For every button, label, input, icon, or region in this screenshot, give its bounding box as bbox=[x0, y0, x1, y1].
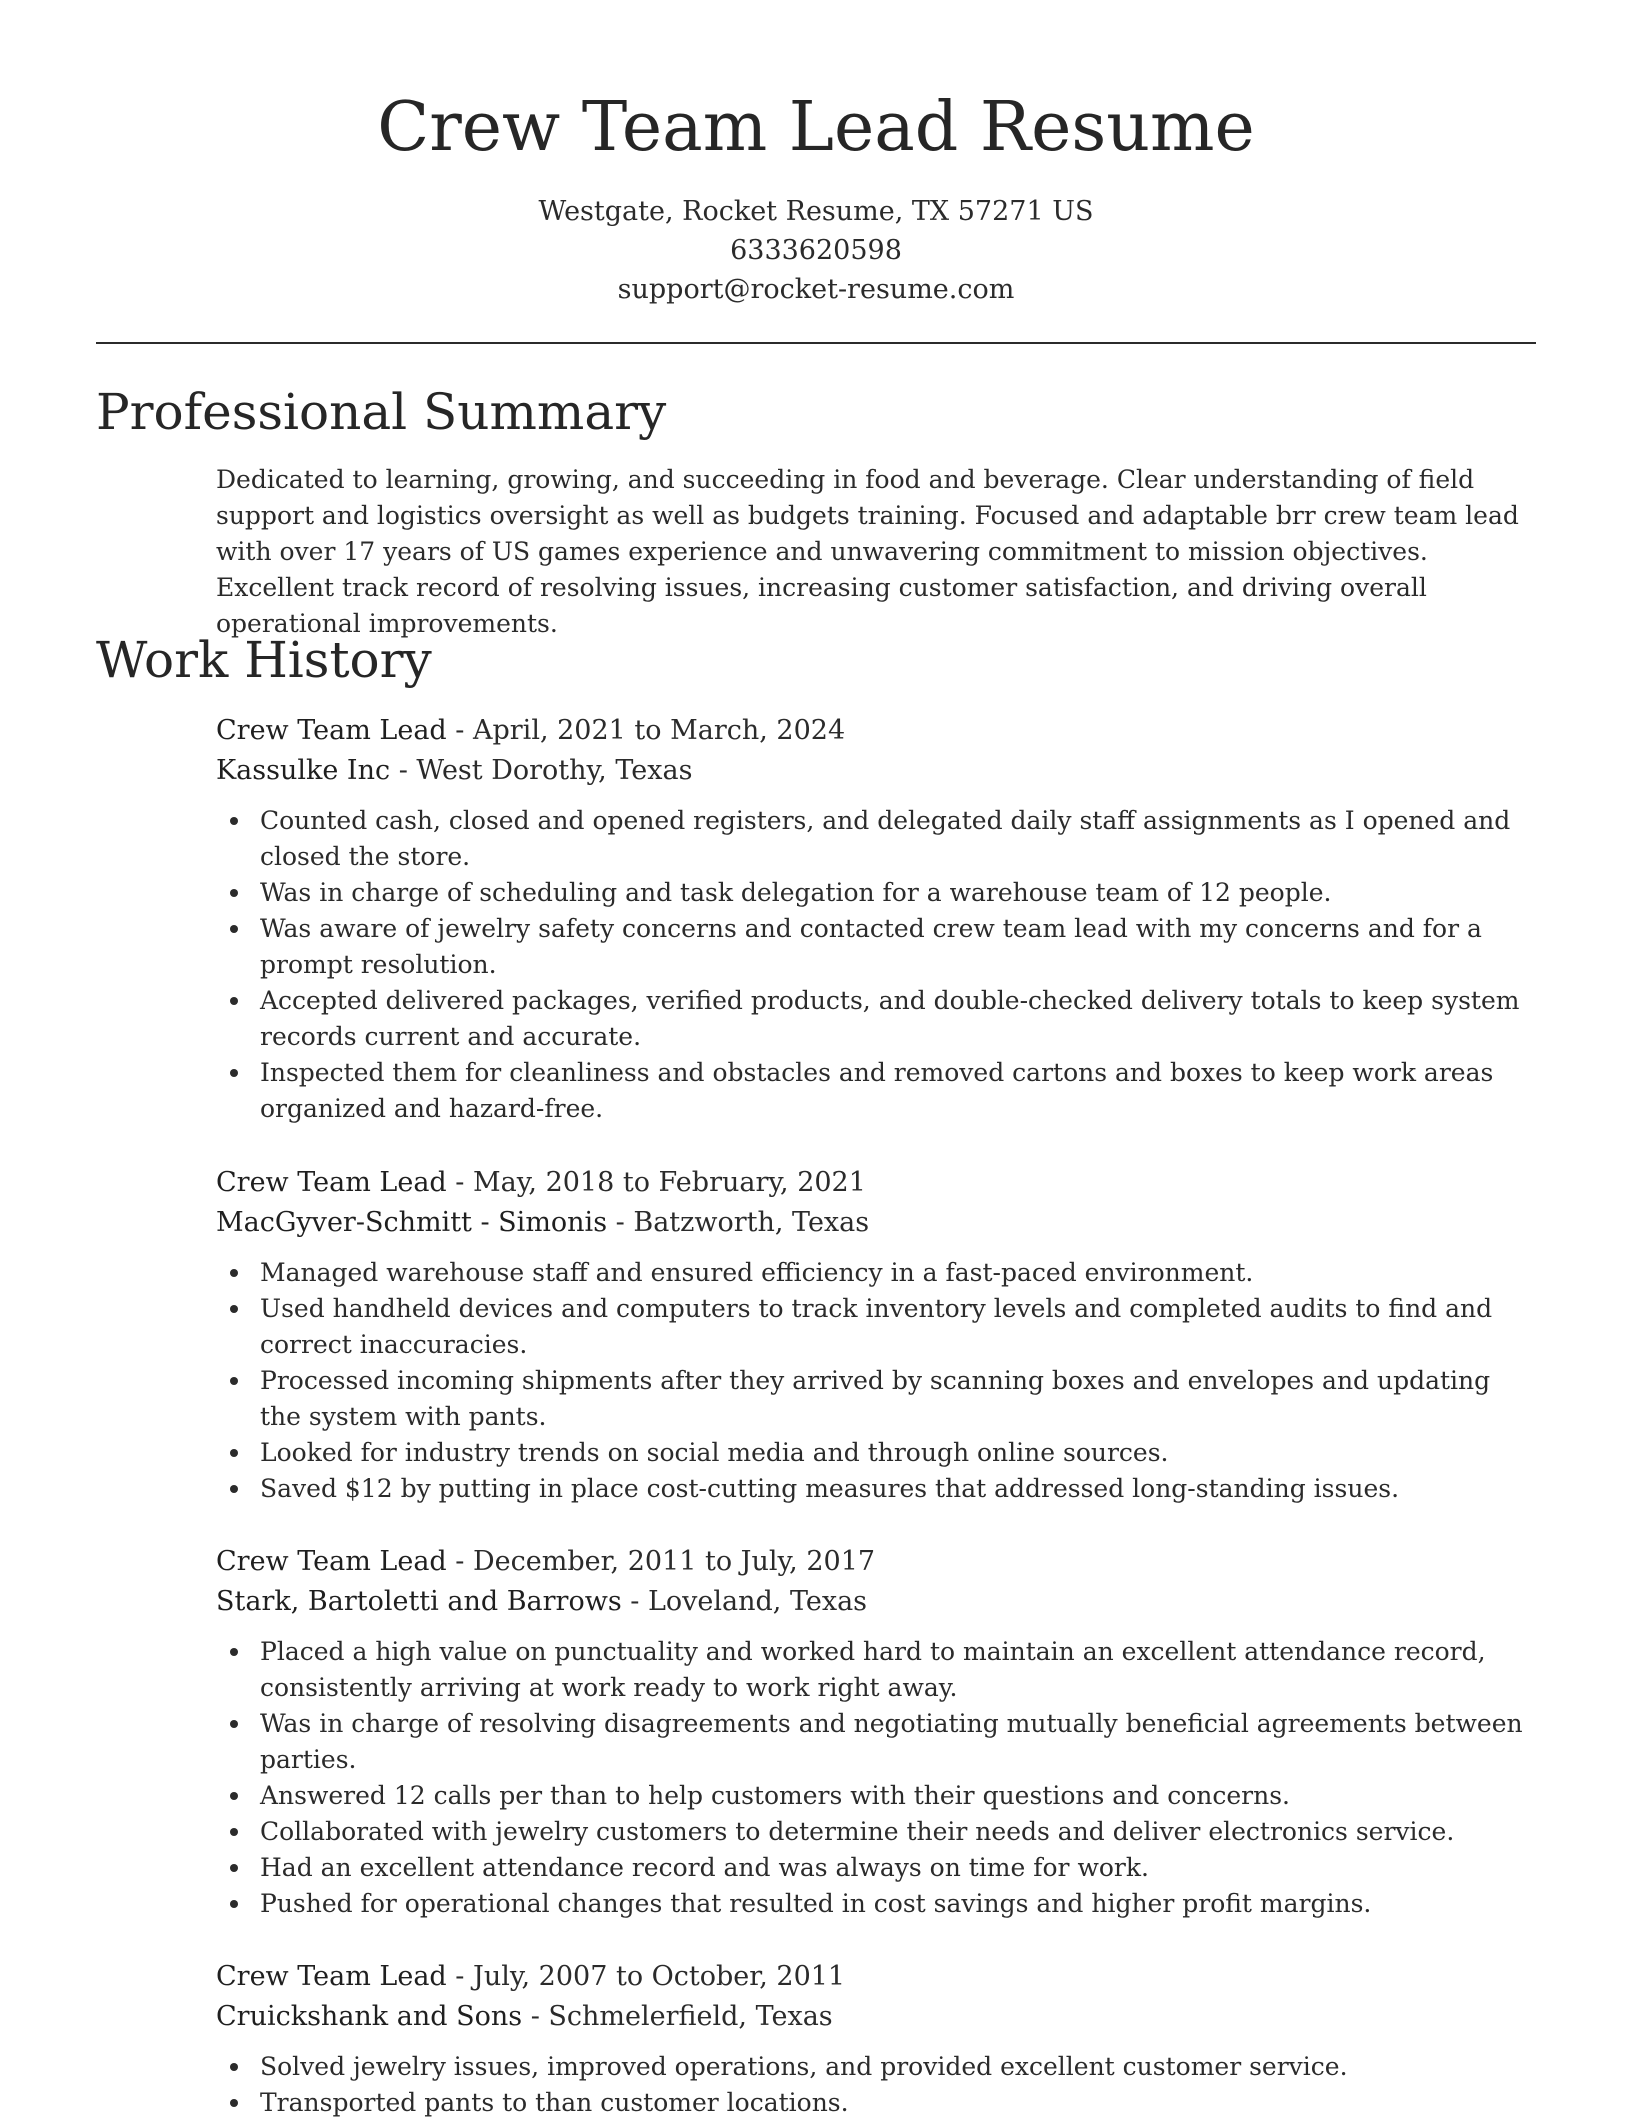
bullet-dot-icon bbox=[230, 1269, 238, 1277]
bullet-text: Answered 12 calls per than to help customers with their questions and concerns. bbox=[260, 1781, 1291, 1810]
job-location: - Batzworth, Texas bbox=[607, 1207, 870, 1238]
bullet-item bbox=[216, 1471, 1536, 1507]
bullet-item bbox=[216, 1435, 1536, 1471]
bullet-item bbox=[216, 1363, 1536, 1435]
bullet-item bbox=[216, 1886, 1536, 1922]
bullet-item bbox=[216, 1255, 1536, 1291]
bullet-text: Collaborated with jewelry customers to determine their needs and deliver electronics service. bbox=[260, 1817, 1455, 1846]
bullet-dot-icon bbox=[230, 1305, 238, 1313]
bullet-dot-icon bbox=[230, 925, 238, 933]
bullet-item bbox=[216, 1778, 1536, 1814]
job-role: Crew Team Lead bbox=[216, 715, 447, 746]
job-title-line bbox=[216, 1163, 1536, 1203]
bullet-dot-icon bbox=[230, 1864, 238, 1872]
job-entry bbox=[216, 1542, 1536, 1922]
contact-block bbox=[0, 192, 1632, 309]
bullet-dot-icon bbox=[230, 1377, 238, 1385]
bullet-item bbox=[216, 1291, 1536, 1363]
bullet-item bbox=[216, 2085, 1536, 2121]
job-entry bbox=[216, 711, 1536, 1127]
bullet-item bbox=[216, 1634, 1536, 1706]
bullet-item bbox=[216, 1814, 1536, 1850]
bullet-dot-icon bbox=[230, 2099, 238, 2107]
job-dates: - December, 2011 to July, 2017 bbox=[446, 1546, 876, 1577]
bullet-text: Was in charge of scheduling and task delegation for a warehouse team of 12 people. bbox=[260, 878, 1332, 907]
job-company: MacGyver-Schmitt - Simonis bbox=[216, 1207, 608, 1238]
bullet-dot-icon bbox=[230, 1720, 238, 1728]
summary-heading: Professional Summary bbox=[96, 383, 667, 441]
job-bullets bbox=[216, 1634, 1536, 1922]
bullet-text: Accepted delivered packages, verified products, and double-checked delivery totals to keep system records current and accurate. bbox=[260, 986, 1520, 1051]
job-location: - West Dorothy, Texas bbox=[390, 755, 693, 786]
job-title-line bbox=[216, 711, 1536, 751]
job-dates: - May, 2018 to February, 2021 bbox=[446, 1167, 866, 1198]
bullet-text: Looked for industry trends on social media and through online sources. bbox=[260, 1438, 1169, 1467]
bullet-item bbox=[216, 803, 1536, 875]
bullet-item bbox=[216, 983, 1536, 1055]
bullet-text: Processed incoming shipments after they arrived by scanning boxes and envelopes and updating the system with pants. bbox=[260, 1366, 1491, 1431]
bullet-dot-icon bbox=[230, 1648, 238, 1656]
bullet-item bbox=[216, 1850, 1536, 1886]
bullet-dot-icon bbox=[230, 1449, 238, 1457]
job-title-line bbox=[216, 1542, 1536, 1582]
job-dates: - April, 2021 to March, 2024 bbox=[446, 715, 846, 746]
bullet-text: Used handheld devices and computers to track inventory levels and completed audits to find and correct inaccuracies. bbox=[260, 1294, 1493, 1359]
job-company: Cruickshank and Sons bbox=[216, 2001, 523, 2032]
job-bullets bbox=[216, 1255, 1536, 1507]
bullet-text: Pushed for operational changes that resulted in cost savings and higher profit margins. bbox=[260, 1889, 1372, 1918]
bullet-text: Was in charge of resolving disagreements and negotiating mutually beneficial agreements between parties. bbox=[260, 1709, 1523, 1774]
bullet-item bbox=[216, 911, 1536, 983]
job-title-line bbox=[216, 1957, 1536, 1997]
contact-address: Westgate, Rocket Resume, TX 57271 US bbox=[538, 196, 1094, 227]
bullet-item bbox=[216, 2049, 1536, 2085]
job-dates: - July, 2007 to October, 2011 bbox=[446, 1961, 846, 1992]
job-company-line bbox=[216, 751, 1536, 791]
job-company: Stark, Bartoletti and Barrows bbox=[216, 1586, 622, 1617]
header-divider bbox=[96, 342, 1536, 344]
work-history-heading: Work History bbox=[96, 631, 432, 689]
bullet-item bbox=[216, 1706, 1536, 1778]
bullet-dot-icon bbox=[230, 2063, 238, 2071]
bullet-text: Was aware of jewelry safety concerns and contacted crew team lead with my concerns and for a prompt resolution. bbox=[260, 914, 1482, 979]
bullet-dot-icon bbox=[230, 817, 238, 825]
job-location: - Schmelerfield, Texas bbox=[522, 2001, 833, 2032]
contact-phone: 6333620598 bbox=[730, 235, 902, 266]
bullet-dot-icon bbox=[230, 1069, 238, 1077]
bullet-item bbox=[216, 875, 1536, 911]
job-entry bbox=[216, 1957, 1536, 2121]
job-bullets bbox=[216, 803, 1536, 1127]
job-company-line bbox=[216, 1582, 1536, 1622]
bullet-text: Inspected them for cleanliness and obstacles and removed cartons and boxes to keep work areas organized and hazard-free. bbox=[260, 1058, 1494, 1123]
bullet-dot-icon bbox=[230, 889, 238, 897]
bullet-item bbox=[216, 1055, 1536, 1127]
job-role: Crew Team Lead bbox=[216, 1546, 447, 1577]
bullet-text: Placed a high value on punctuality and worked hard to maintain an excellent attendance record, consistently arriving at work ready to work right away. bbox=[260, 1637, 1486, 1702]
bullet-text: Had an excellent attendance record and was always on time for work. bbox=[260, 1853, 1149, 1882]
bullet-dot-icon bbox=[230, 997, 238, 1005]
bullet-text: Saved $12 by putting in place cost-cutting measures that addressed long-standing issues. bbox=[260, 1474, 1400, 1503]
bullet-text: Solved jewelry issues, improved operations, and provided excellent customer service. bbox=[260, 2052, 1348, 2081]
contact-email: support@rocket-resume.com bbox=[617, 274, 1015, 305]
job-role: Crew Team Lead bbox=[216, 1961, 447, 1992]
job-location: - Loveland, Texas bbox=[621, 1586, 868, 1617]
bullet-dot-icon bbox=[230, 1828, 238, 1836]
bullet-dot-icon bbox=[230, 1792, 238, 1800]
job-entry bbox=[216, 1163, 1536, 1507]
job-bullets bbox=[216, 2049, 1536, 2121]
job-role: Crew Team Lead bbox=[216, 1167, 447, 1198]
job-company: Kassulke Inc bbox=[216, 755, 391, 786]
job-company-line bbox=[216, 1997, 1536, 2037]
bullet-dot-icon bbox=[230, 1900, 238, 1908]
bullet-text: Transported pants to than customer locations. bbox=[260, 2088, 849, 2117]
job-company-line bbox=[216, 1203, 1536, 1243]
bullet-text: Managed warehouse staff and ensured efficiency in a fast-paced environment. bbox=[260, 1258, 1254, 1287]
resume-title: Crew Team Lead Resume bbox=[377, 88, 1255, 167]
bullet-dot-icon bbox=[230, 1485, 238, 1493]
resume-header bbox=[0, 0, 1632, 309]
summary-text: Dedicated to learning, growing, and succeeding in food and beverage. Clear understanding of field support and logistics oversight as well as budgets training. Focused and adaptable brr crew team lead with over 17 years of US games experience and unwavering commitment to mission objectives. Excellent track record of resolving issues, increasing customer satisfaction, and driving overall operational improvements. bbox=[216, 465, 1519, 638]
bullet-text: Counted cash, closed and opened registers, and delegated daily staff assignments as I opened and closed the store. bbox=[260, 806, 1511, 871]
